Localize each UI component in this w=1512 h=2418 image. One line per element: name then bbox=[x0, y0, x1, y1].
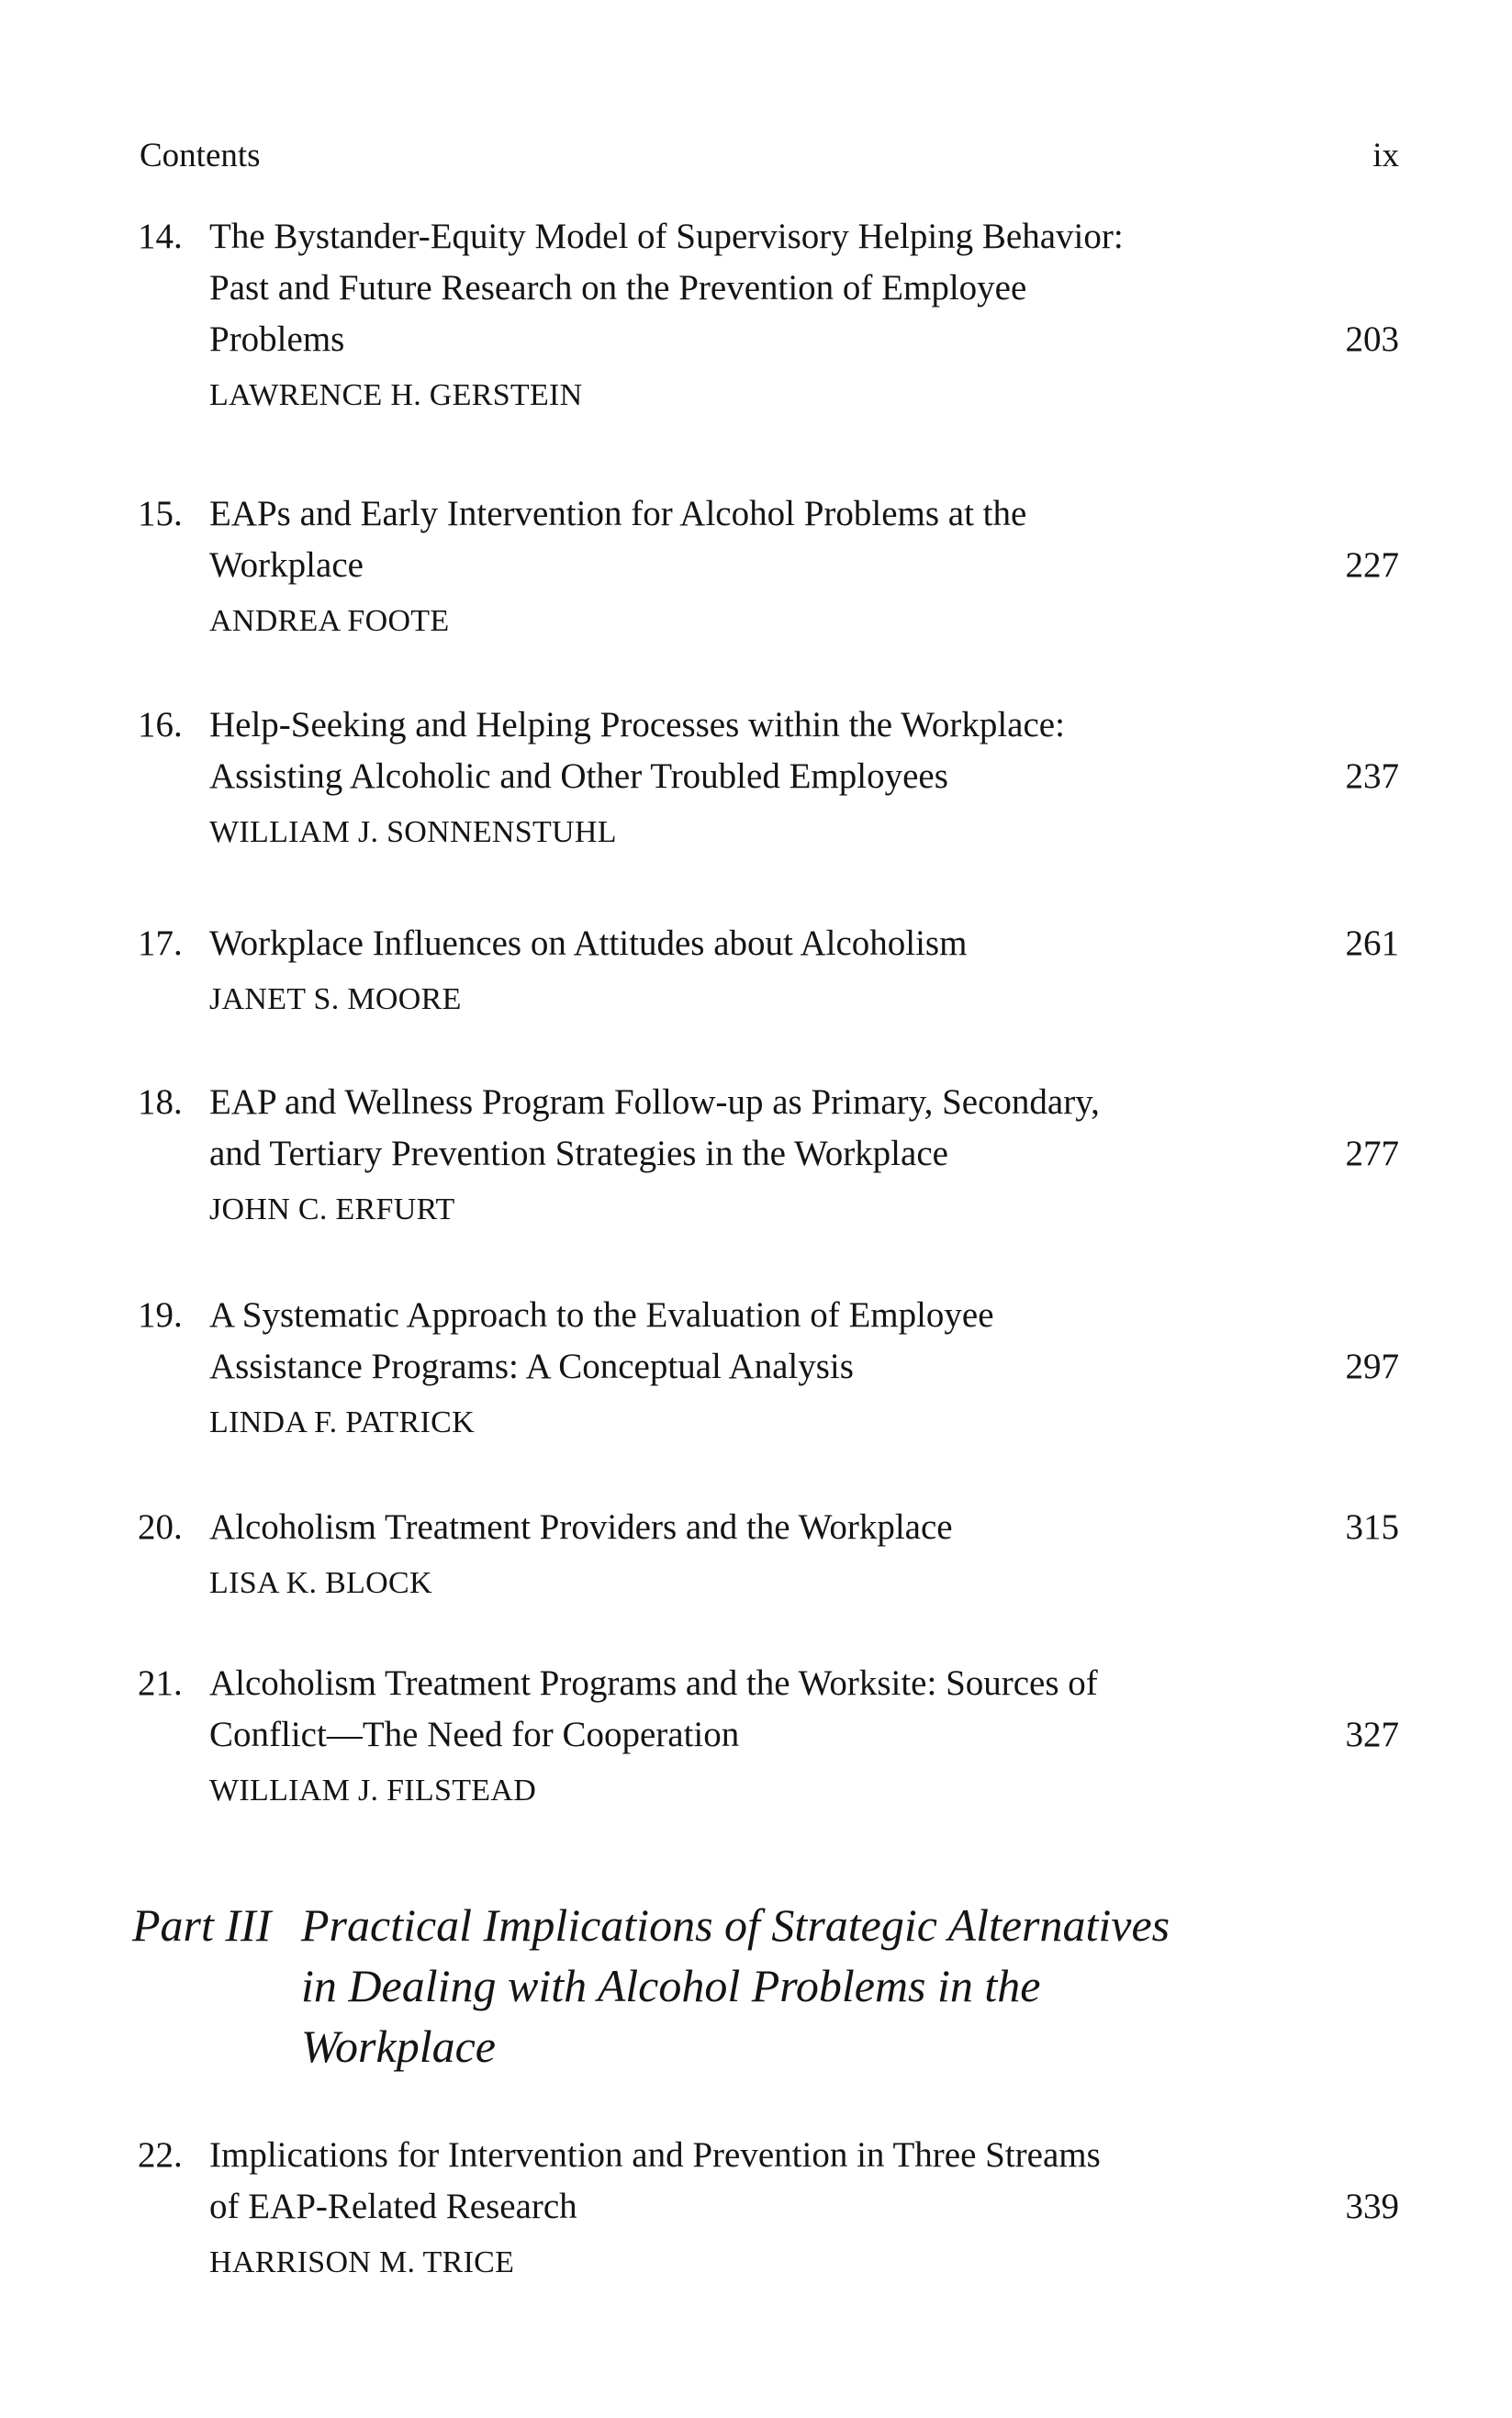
entry-author: WILLIAM J. FILSTEAD bbox=[209, 1774, 537, 1808]
entry-author: JANET S. MOORE bbox=[209, 982, 462, 1016]
toc-entry-15 bbox=[138, 488, 1399, 644]
entry-title-text: Workplace Influences on Attitudes about Alcoholism bbox=[209, 924, 968, 963]
entry-title-text: Problems bbox=[209, 319, 345, 359]
entry-title-text: and Tertiary Prevention Strategies in the Workplace bbox=[209, 1134, 948, 1173]
entry-number: 18. bbox=[138, 1082, 183, 1122]
entry-title-line: Implications for Intervention and Prevention in Three Streams bbox=[209, 2135, 1101, 2175]
toc-entry-18 bbox=[138, 1077, 1399, 1233]
entry-page-number: 277 bbox=[1345, 1134, 1399, 1173]
entry-author: LINDA F. PATRICK bbox=[209, 1405, 475, 1439]
part-title bbox=[301, 1895, 1399, 2077]
entry-title-line bbox=[209, 1709, 1399, 1761]
entry-title-line: Past and Future Research on the Prevention of Employee bbox=[209, 268, 1027, 308]
toc-entry-16 bbox=[138, 700, 1399, 856]
entry-title-text: Workplace bbox=[209, 545, 364, 585]
entry-title-line bbox=[209, 1502, 1399, 1553]
entry-page-number: 237 bbox=[1345, 756, 1399, 796]
entry-page-number: 327 bbox=[1345, 1715, 1399, 1754]
entry-author: LISA K. BLOCK bbox=[209, 1566, 432, 1600]
entry-title-line: Alcoholism Treatment Programs and the Worksite: Sources of bbox=[209, 1663, 1098, 1703]
toc-entry-19 bbox=[138, 1290, 1399, 1446]
part-heading bbox=[132, 1895, 1399, 2077]
entry-number: 15. bbox=[138, 494, 183, 533]
running-head-title: Contents bbox=[140, 137, 261, 174]
entry-title-line bbox=[209, 314, 1399, 365]
entry-title-line: Help-Seeking and Helping Processes within the Workplace: bbox=[209, 705, 1065, 744]
entry-title-text: Alcoholism Treatment Providers and the Workplace bbox=[209, 1507, 953, 1547]
toc-entry-20 bbox=[138, 1502, 1399, 1606]
entry-number: 20. bbox=[138, 1507, 183, 1547]
entry-title-line: EAPs and Early Intervention for Alcohol Problems at the bbox=[209, 494, 1027, 533]
entry-title-text: Assisting Alcoholic and Other Troubled Employees bbox=[209, 756, 948, 796]
toc-entry-21 bbox=[138, 1658, 1399, 1814]
entry-number: 17. bbox=[138, 924, 183, 963]
entry-number: 14. bbox=[138, 217, 183, 256]
toc-entry-14 bbox=[138, 211, 1399, 419]
entry-author: ANDREA FOOTE bbox=[209, 604, 450, 638]
entry-author: WILLIAM J. SONNENSTUHL bbox=[209, 815, 617, 849]
entry-title-line: EAP and Wellness Program Follow-up as Primary, Secondary, bbox=[209, 1082, 1100, 1122]
entry-author: LAWRENCE H. GERSTEIN bbox=[209, 378, 583, 412]
part-label: Part III bbox=[132, 1899, 272, 1951]
entry-title-text: of EAP-Related Research bbox=[209, 2187, 577, 2226]
part-title-line: Workplace bbox=[301, 2021, 496, 2072]
entry-title-line bbox=[209, 540, 1399, 591]
entry-title-line: The Bystander-Equity Model of Supervisory Helping Behavior: bbox=[209, 217, 1124, 256]
entry-title-line bbox=[209, 751, 1399, 802]
entry-page-number: 261 bbox=[1345, 924, 1399, 963]
entry-title-line bbox=[209, 2181, 1399, 2233]
entry-page-number: 339 bbox=[1345, 2187, 1399, 2226]
entry-title-line: A Systematic Approach to the Evaluation of Employee bbox=[209, 1295, 994, 1335]
toc-entry-22 bbox=[138, 2130, 1399, 2286]
entry-page-number: 227 bbox=[1345, 545, 1399, 585]
entry-author: JOHN C. ERFURT bbox=[209, 1192, 455, 1226]
entry-number: 21. bbox=[138, 1663, 183, 1703]
entry-title-text: Conflict—The Need for Cooperation bbox=[209, 1715, 740, 1754]
page-folio: ix bbox=[1372, 137, 1399, 174]
entry-number: 22. bbox=[138, 2135, 183, 2175]
entry-title-line bbox=[209, 1341, 1399, 1393]
entry-title-line bbox=[209, 1128, 1399, 1180]
toc-entry-17 bbox=[138, 918, 1399, 1023]
entry-author: HARRISON M. TRICE bbox=[209, 2245, 515, 2279]
part-title-line: in Dealing with Alcohol Problems in the bbox=[301, 1960, 1041, 2011]
entry-number: 16. bbox=[138, 705, 183, 744]
entry-page-number: 203 bbox=[1345, 319, 1399, 359]
entry-title-text: Assistance Programs: A Conceptual Analysis bbox=[209, 1347, 854, 1386]
entry-page-number: 297 bbox=[1345, 1347, 1399, 1386]
part-title-line: Practical Implications of Strategic Alternatives bbox=[301, 1899, 1170, 1951]
entry-title-line bbox=[209, 918, 1399, 969]
running-head bbox=[140, 132, 1399, 180]
entry-page-number: 315 bbox=[1345, 1507, 1399, 1547]
entry-number: 19. bbox=[138, 1295, 183, 1335]
